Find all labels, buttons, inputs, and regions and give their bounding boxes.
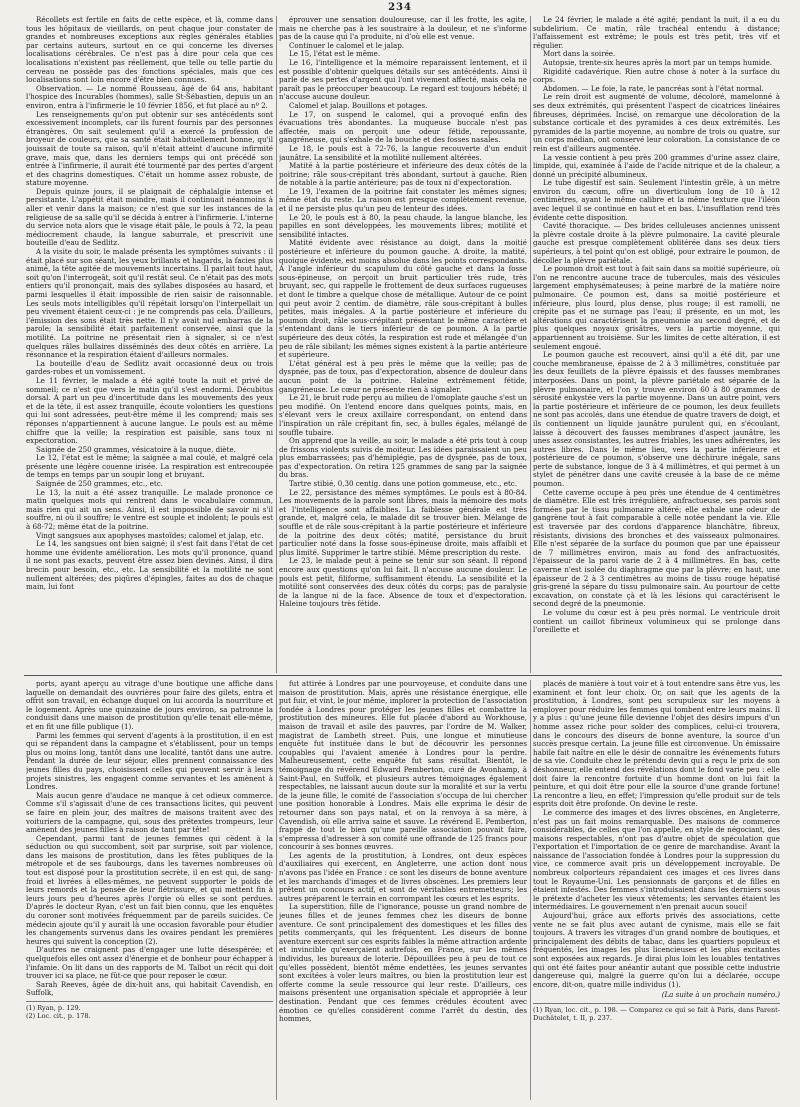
paragraph: Observation. — Le nommé Rousseau, âgé de 64 ans, habitant l'hospice des Incurables (hommes), salle St-Sébastien, depuis un an environ, entra à l'infirmerie le 10 février 1856, et fut placé au nº 2.: [26, 83, 273, 110]
paragraph: Le 17, on suspend le calomel, qui a provoqué enfin des évacuations très abondantes. La muqueuse buccale n'est pas affectée, mais on perçoit une odeur fétide, repoussante, gangréneuse, qui s'exhale de la bouche et des fosses nasales.: [279, 109, 527, 145]
paragraph: Le tube digestif est sain. Seulement l'intestin grêle, à un mètre environ du cæcum, offre un diverticulum long de 10 à 12 centimètres, ayant le même calibre et la même texture que l'iléon avec lequel il se continue en haut et en bas. L'insufflation rend très évidente cette disposition.: [533, 178, 780, 222]
paragraph: Les renseignements qu'on put obtenir sur ses antécédents sont excessivement incomplets, car ils furent fournis par des personnes étrangères. On sait seulement qu'il a exercé la profession de broyeur de couleurs, que sa santé était habituellement bonne, qu'il jouissait de toute sa raison, qu'il n'était atteint d'aucune infirmité grave, mais que, dans les derniers temps qui ont précédé son entrée à l'infirmerie, il aurait été tourmenté par des pertes d'argent et des chagrins domestiques. C'était un homme assez robuste, de stature moyenne.: [26, 109, 273, 188]
paragraph: Cavité thoracique. — Des brides celluleuses anciennes unissent la plèvre costale droite à la plèvre pulmonaire. La cavité pleurale gauche est presque complètement oblitérée dans ses deux tiers supérieurs, à tel point qu'on est obligé, pour extraire le poumon, de décoller la plèvre pariétale.: [533, 221, 780, 265]
column-divider: [530, 16, 531, 673]
paragraph: Depuis quinze jours, il se plaignait de céphalalgie intense et persistante. L'appétit était moindre, mais il continuait néanmoins à aller et venir dans la maison; ce n'est que sur les instances de la religieuse de sa salle qu'il se décida à entrer à l'infirmerie. L'interne du service nota alors que le visage était pâle, le pouls à 72, la peau médiocrement chaude, la langue saburrale, et prescrivit une bouteille d'eau de Sedlitz.: [26, 186, 273, 248]
footnote: (1) Ryan, loc. cit., p. 198. — Comparez ce qui se fait à Paris, dans Parent-Duchâtelet, t. II, p. 237.: [533, 1005, 780, 1022]
section-divider: [24, 675, 782, 676]
paragraph: Le 13, la nuit a été assez tranquille. Le malade prononce ce matin quelques mots qui rentrent dans le vocabulaire commun, mais rien qui ait un sens. Ainsi, il est impossible de savoir ni s'il souffre, ni où il souffre; le ventre est souple et indolent; le pouls est à 68-72; même état de la poitrine.: [26, 487, 273, 532]
paragraph: Le commerce des images et des livres obscènes, en Angleterre, n'est pas un fait moins remarquable. Des maisons de commerce considérables, de celles que l'on appelle, en style de négociant, des maisons respectables, n'ont pas d'autre objet de spéculation que l'exportation et l'importation de ce genre de marchandise. Avant la naissance de l'association fondée à Londres pour la suppression du vice, ce commerce avait pris un développement incroyable. De nombreux colporteurs répandaient ces images et ces livres dans tout le Royaume-Uni. Les pensionnats de garçons et de filles en étaient infestés. Des femmes s'introduisaient dans les derniers sous le prétexte d'acheter les vieux vêtements; les servantes étaient les intermédiaires. Le gouvernement n'en prenait aucun souci!: [533, 807, 780, 912]
continued-notice: (La suite à un prochain numéro.): [661, 990, 780, 1000]
top-column-3: [533, 16, 780, 673]
column-divider: [276, 16, 277, 673]
paragraph: La superstition, fille de l'ignorance, pousse un grand nombre de jeunes filles et de jeunes femmes chez les diseurs de bonne aventure. Ce sont principalement des domestiques et les filles des petits commerçants, qui les fréquentent. Les diseurs de bonne aventure exercent sur ces esprits faibles la même attraction ardente et invincible qu'exerçaient autrefois, en France, sur les mêmes individus, les bureaux de loterie. Dépouillées peu à peu de tout ce qu'elles possèdent, bientôt même endettées, les jeunes servantes sont excitées à voler leurs maîtres, ou bien la prostitution leur est offerte comme la seule ressource qui leur reste. D'ailleurs, ces maisons présentent une organisation spéciale et appropriée à leur destination. Pendant que ces femmes crédules écoutent avec émotion ce qu'elles considèrent comme l'arrêt du destin, des hommes,: [279, 902, 527, 1024]
paragraph: Le poumon gauche est recouvert, ainsi qu'il a été dit, par une couche membraneuse, épaisse de 2 à 3 millimètres, constituée par les deux feuillets de la plèvre épaissis et des fausses membranes interposées. Dans un point, la plèvre pariétale est séparée de la plèvre pulmonaire, et l'on y trouve environ 60 à 80 grammes de sérosité enkystée vers la partie moyenne. Dans un autre point, vers la partie postérieure et inférieure de ce poumon, les deux feuillets ne sont pas accolés, dans une étendue de quatre travers de doigt, et ils contiennent un liquide jaunâtre purulent qui, en s'écoulant, laisse à découvert des fausses membranes d'aspect jaunâtre, les unes assez consistantes, les autres friables, les unes adhérentes, les autres libres. Dans le même lieu, vers la partie inférieure et postérieure de ce poumon, s'observe une déchirure inégale, sans perte de substance, longue de 3 à 4 millimètres, et qui permet à un stylet de pénétrer dans une cavité creusée à la base de ce même poumon.: [533, 350, 780, 489]
paragraph: Vingt sangsues aux apophyses mastoïdes; calomel et jalap, etc.: [36, 530, 264, 540]
bottom-column-3: [533, 680, 780, 1100]
footnote: (1) Ryan, p. 129.: [26, 1003, 81, 1012]
paragraph: Mort dans la soirée.: [543, 49, 616, 59]
paragraph: Saignée de 250 grammes, etc., etc.: [36, 479, 163, 489]
paragraph: Cependant, parmi tant de jeunes femmes qui cèdent à la séduction ou qui succombent, soit par surprise, soit par violence, dans les maisons de prostitution, dans les fêtes publiques de la métropole et de ses faubourgs, dans les tavernes nombreuses où tout est disposé pour la prostitution secrète, il en est qui, de sang-froid et livrées à elles-mêmes, ne peuvent supporter le poids de leurs remords et la pensée de leur flétrissure, et qui mettent fin à leurs jours peu d'heures après l'orgie où elles se sont perdues. D'après le docteur Ryan, c'est un fait bien connu, que les enquêtes du coroner sont motivées fréquemment par de pareils suicides. Ce médecin ajoute qu'il y aurait là une occasion favorable pour étudier les changements survenus dans les ovaires pendant les premières heures qui suivent la conception (2).: [26, 833, 273, 946]
page-number: 234: [388, 2, 412, 13]
paragraph: Récollets est fertile en faits de cette espèce, et là, comme dans tous les hôpitaux de vieillards, on peut chaque jour constater de grandes et nombreuses exceptions aux règles générales établies par certains auteurs, surtout en ce qui concerne les diverses localisations cérébrales. Ce n'est pas à dire pour cela que ces localisations n'existent pas réellement, que telle ou telle partie du cerveau ne possède pas des fonctions spéciales, mais que ces localisations sont loin encore d'être bien connues.: [26, 16, 273, 85]
paragraph: Le 24 février, le malade a été agité; pendant la nuit, il a eu du subdelirium. Ce matin, râle trachéal entendu à distance; l'affaissement est extrême; le pouls est très petit, très vif et régulier.: [533, 16, 780, 50]
paragraph: Le 19, l'examen de la poitrine fait constater les mêmes signes; même état du reste. La raison est presque complètement revenue, et il ne persiste plus qu'un peu de lenteur des idées.: [279, 186, 527, 214]
paragraph: Tartre stibié, 0,30 centig. dans une potion gommeuse, etc., etc.: [289, 479, 518, 489]
paragraph: Calomel et jalap. Bouillons et potages.: [289, 100, 428, 110]
paragraph: Le 11 février, le malade a été agité toute la nuit et privé de sommeil; ce n'est que vers le matin qu'il s'est endormi. Décubitus dorsal. A part un peu d'incertitude dans les mouvements des yeux et de la tête, il est assez tranquille, écoute volontiers les questions qui lui sont adressées, peut-être même il les comprend; mais ses réponses n'appartiennent à aucune langue. Le pouls est au même chiffre que la veille; la respiration est paisible, sans toux ni expectoration.: [26, 375, 273, 446]
paragraph: Le poumon droit est tout à fait sain dans sa moitié supérieure, où l'on ne rencontre aucune trace de tubercules, mais des vésicules largement emphysémateuses; à peine marbré de la matière noire pulmonaire. Ce poumon est, dans sa moitié postérieure et inférieure, plus lourd, plus dense, plus rouge; il est ramolli, ne crépite pas et ne surnage pas l'eau; il présente, en un mot, les altérations qui caractérisent la pneumonie au second degré, et de plus quelques noyaux grisâtres, vers la partie moyenne, qui appartiennent au troisième. Sur les limites de cette altération, il est seulement engoué.: [533, 264, 780, 351]
paragraph: fut attirée à Londres par une pourvoyeuse, et conduite dans une maison de prostitution. Mais, après une résistance énergique, elle put fuir, et vint, le jour même, implorer la protection de l'association fondée à Londres pour protéger les jeunes filles et combattre la prostitution des mineures. Elle fut placée d'abord au Workhouse, maison de travail et asile des pauvres, par l'ordre de M. Walker, magistrat de Lambeth street. Puis, une longue et minutieuse enquête fut instituée dans le but de découvrir les personnes coupables qui l'avaient amenée à Londres pour la perdre. Malheureusement, cette enquête fut sans résultat. Bientôt, le témoignage du révérend Edward Pemberton, curé de Avonhamp, à Saint-Paul, en Suffolk, et plusieurs autres témoignages également respectables, ne laissant aucun doute sur la moralité et sur la vertu de la jeune fille, le comité de l'association s'occupa de lui chercher une position honorable à Londres. Mais elle exprima le désir de retourner dans son pays natal, et on la renvoya à sa mère, à Cavendish, où elle arriva saine et sauve. Le révérend E. Pemberton, frappé de tout le bien qu'une pareille association pouvait faire, s'empressa d'adresser à son comité une offrande de 125 francs pour concourir à ses bonnes œuvres.: [279, 680, 527, 852]
column-divider: [530, 680, 531, 1100]
top-column-1: [26, 16, 273, 673]
paragraph: La bouteille d'eau de Sedlitz avait occasionné deux ou trois gardes-robes et un vomissement.: [26, 358, 273, 377]
bottom-column-2: [279, 680, 527, 1100]
paragraph: placés de manière à tout voir et à tout entendre sans être vus, les examinent et font leur choix. Or, on sait que les agents de la prostitution, à Londres, sont peu scrupuleux sur les moyens à employer pour réduire les femmes qui tombent entre leurs mains. Il y a plus : qu'une jeune fille devienne l'objet des désirs impurs d'un homme assez riche pour solder des complices, celui-ci trouvera, dans le concours des diseurs de bonne aventure, la source d'un succès presque certain. La jeune fille est circonvenue. Un émissaire habile fait naître en elle le désir de connaître les événements futurs de sa vie. Conduite chez le prétendu devin qui a reçu le prix de son déshonneur, elle entend des révélations dont le fond varie peu : elle doit faire la rencontre fortuite d'un homme dont on lui fait la peinture, et qui doit être pour elle la source d'une grande fortune! La rencontre a lieu, en effet; l'impression qu'elle produit sur de tels esprits doit être profonde. On devine le reste.: [533, 680, 780, 809]
paragraph: Le 22, persistance des mêmes symptômes. Le pouls est à 80-84. Les mouvements de la parole sont libres, mais la mémoire des mots et l'intelligence sont affaiblies. La faiblesse générale est très grande, et, malgré cela, le malade dit se trouver bien. Mélange de souffle et de râle sous-crépitant à la partie postérieure et inférieure de la poitrine des deux côtés; matité, persistance du bruit particulier noté dans la fosse sous-épineuse droite, mais affaibli et plus limité. Supprimer le tartre stibié. Même prescription du reste.: [279, 487, 527, 557]
paragraph: ports, ayant aperçu au vitrage d'une boutique une affiche dans laquelle on demandait des ouvrières pour faire des gilets, entra et offrit son travail, en échange duquel on lui accorda la nourriture et le logement. Après une quinzaine de jours environ, sa patronne la conduisit dans une maison de prostitution qu'elle tenait elle-même, et en fit une fille publique (1).: [26, 680, 273, 731]
paragraph: Autopsie, trente-six heures après la mort par un temps humide.: [543, 57, 773, 67]
paragraph: On apprend que la veille, au soir, le malade a été pris tout à coup de frissons violents suivis de moiteur. Les idées paraissaient un peu plus embarrassées; pas d'hémiplégie, pas de dyspnée, pas de toux, pas d'expectoration. On retira 125 grammes de sang par la saignée du bras.: [279, 436, 527, 480]
footnotes: [26, 1001, 273, 1020]
paragraph: Mais aucun genre d'audace ne manque à cet odieux commerce. Comme s'il s'agissait d'une de ces transactions licites, qui peuvent se faire en plein jour, des maîtres de maisons traitent avec des voituriers de la campagne, qui, sous des prétextes trompeurs, leur amènent des jeunes filles à raison de tant par tête!: [26, 790, 273, 835]
paragraph: Continuer le calomel et le jalap.: [289, 40, 405, 50]
paragraph: Matité évidente avec résistance au doigt, dans la moitié postérieure et inférieure du poumon gauche. A droite, la matité, quoique évidente, est moins absolue dans les points correspondants. A l'angle inférieur du scapulum du côté gauche et dans la fosse sous-épineuse, on perçoit un bruit particulier très rude, très bruyant, sec, qui rappelle le frottement de deux surfaces rugueuses et dont le timbre a quelque chose de métallique. Autour de ce point qui peut avoir 2 centim. de diamètre, râle sous-crépitant à bulles petites, mais inégales. A la partie postérieure et inférieure du poumon droit, râle sous-crépitant présentant le même caractère et s'entendant dans le tiers inférieur de ce poumon. A la partie supérieure des deux côtés, la respiration est rude et mélangée d'un peu de râle sibilant; les mêmes signes existent à la partie antérieure et supérieure.: [279, 238, 527, 360]
paragraph: Le 14, les sangsues ont bien saigné; il s'est fait dans l'état de cet homme une évidente amélioration. Les mots qu'il prononce, quand il ne sont pas exacts, peuvent être assez bien devinés. Ainsi, il dira brecin pour besoin, etc., etc. La sensibilité et la motilité ne sont nullement altérées; des piqûres d'épingles, faites au dos de chaque main, lui font: [26, 539, 273, 592]
paragraph: Les agents de la prostitution, à Londres, ont deux espèces d'auxiliaires qui exercent, en Angleterre, une action dont nous n'avons pas l'idée en France : ce sont les diseurs de bonne aventure et les marchands d'images et de livres obscènes. Les premiers leur prêtent un concours actif, et sont de véritables entremetteurs; les autres préparent le terrain en corrompant les cœurs et les esprits.: [279, 850, 527, 903]
paragraph: Sarah Reeves, âgée de dix-huit ans, qui habitait Cavendish, en Suffolk,: [26, 979, 273, 998]
footnote: (2) Loc. cit., p. 178.: [26, 1011, 91, 1020]
paragraph: Saignée de 250 grammes, vésicatoire à la nuque, diète.: [36, 444, 236, 454]
paragraph: La vessie contient à peu près 200 grammes d'urine assez claire, limpide, qui, examinée à l'aide de l'acide nitrique et de la chaleur, a donné un précipité albumineux.: [533, 152, 780, 179]
paragraph: Le rein droit est augmenté de volume, décoloré, mamelonné à ses deux extrémités, qui présentent l'aspect de cicatrices linéaires fibreuses, déprimées. Incisé, on remarque une décoloration de la substance corticale et des pyramides à ces deux extrémités. Les pyramides de la partie moyenne, au nombre de trois ou quatre, sur un corps médian, ont conservé leur coloration. La consistance de ce rein est d'ailleurs augmentée.: [533, 92, 780, 153]
paragraph: Le 18, le pouls est à 72-76, la langue recouverte d'un enduit jaunâtre. La sensibilité et la motilité nullement altérées.: [279, 143, 527, 162]
paragraph: Le 12, l'état est le même; la saignée a mal coulé, et malgré cela présente une légère couenne irisée. La respiration est entrecoupée de temps en temps par un soupir long et bruyant.: [26, 453, 273, 480]
paragraph: Le 21, le bruit rude perçu au milieu de l'omoplate gauche s'est un peu modifié. On l'entend encore dans quelques points, mais, en s'élevant vers le creux axillaire correspondant, on entend dans l'inspiration un râle crépitant fin, sec, à bulles égales, mélangé de souffle tubaire.: [279, 393, 527, 437]
paragraph: Aujourd'hui, grâce aux efforts privés des associations, cette vente ne se fait plus avec autant de cynisme, mais elle se fait toujours. A travers les vitrages d'un grand nombre de boutiques, et principalement des débits de tabac, dans les quartiers populeux et fréquentés, les images les plus licencieuses et les plus excitantes sont exposées aux regards. Je dirai plus loin les louables tentatives qui ont été faites pour anéantir autant que possible cette industrie dangereuse qui, malgré la guerre qu'on lui a déclarée, occupe encore, dit-on, quatre mille individus (1).: [533, 911, 780, 989]
column-divider: [276, 680, 277, 1100]
paragraph: Le 20, le pouls est à 80, la peau chaude, la langue blanche, les papilles en sont développées, les mouvements libres; motilité et sensibilité intactes.: [279, 212, 527, 239]
paragraph: L'état général est à peu près le même que la veille; pas de dyspnée, pas de toux, pas d'expectoration, absence de douleur dans aucun point de la poitrine. Haleine extrêmement fétide, gangréneuse. Le cœur ne présente rien à signaler.: [279, 358, 527, 394]
paragraph: Cette caverne occupe à peu près une étendue de 4 centimètres de diamètre. Elle est très irrégulière, anfractueuse, ses parois sont formées par le tissu pulmonaire altéré; elle exhale une odeur de gangrène tout à fait comparable à celle notée pendant la vie. Elle est traversée par des cordons d'apparence blanchâtre, fibreux, résistants, divisions des bronches et des vaisseaux pulmonaires. Elle n'est séparée de la surface du poumon que par une épaisseur de 7 millimètres environ, mais au fond des anfractuosités, l'épaisseur de la paroi varie de 2 à 4 millimètres. En bas, cette caverne n'est isolée du diaphragme que par la plèvre; en haut, une épaisseur de 2 à 3 centimètres au moins de tissu rouge hépatisé gris-grené la sépare du tissu pulmonaire sain. Au pourtour de cette excavation, on constate çà et là les lésions qui caractérisent le second degré de la pneumonie.: [533, 487, 780, 609]
paragraph: Matité à la partie postérieure et inférieure des deux côtés de la poitrine; râle sous-crépitant très abondant, surtout à gauche. Rien de notable à la partie antérieure; pas de toux ni d'expectoration.: [279, 161, 527, 188]
paragraph: A la visite du soir, le malade présenta les symptômes suivants : il était placé sur son séant, les yeux brillants et hagards, la facies plus animé, la tête agitée de mouvements incertains. Il parlait tout haut, soit qu'on l'interrogeât, soit qu'il restât seul. Ce n'était pas des mots entiers qu'il prononçait, mais des syllabes disposées au hasard, et parmi lesquelles il était impossible de rien saisir de raisonnable. Les seuls mots intelligibles qu'il répétait lorsqu'on l'interpellait un peu vivement étaient ceux-ci : je ne comprends pas cela. D'ailleurs, l'émission des sons était très nette. Il n'y avait nul embarras de la parole; la sensibilité était parfaitement conservée, ainsi que la motilité. La poitrine ne présentait rien à signaler, si ce n'est quelques râles bullaires disséminés des deux côtés en arrière. La résonnance et la respiration étaient d'ailleurs normales.: [26, 247, 273, 360]
paragraph: Le 23, le malade peut à peine se tenir sur son séant. Il répond encore aux questions qu'on lui fait. Il n'accuse aucune douleur. Le pouls est petit, filiforme, suffisamment étendu. La sensibilité et la motilité sont conservées des deux côtés du corps; pas de paralysie de la langue ni de la face. Absence de toux et d'expectoration. Haleine toujours très fétide.: [279, 556, 527, 609]
top-column-2: [279, 16, 527, 673]
paragraph: D'autres ne craignent pas d'engager une lutte désespérée; et quelquefois elles ont assez d'énergie et de bonheur pour échapper à l'infamie. On lit dans un des rapports de M. Talbot un récit qui doit trouver ici sa place, ne fût-ce que pour reposer le cœur.: [26, 945, 273, 981]
newspaper-page: [6, 0, 794, 1107]
paragraph: Rigidité cadavérique. Rien autre chose à noter à la surface du corps.: [533, 66, 780, 85]
paragraph: Le 16, l'intelligence et la mémoire reparaissent lentement, et il est possible d'obtenir quelques détails sur ses antécédents. Ainsi il parle de ses pertes d'argent qui l'ont vivement affecté, mais cela ne paraît pas le préoccuper beaucoup. Le regard est toujours hébété; il n'accuse aucune douleur.: [279, 57, 527, 102]
paragraph: Le volume du cœur est à peu près normal. Le ventricule droit contient un caillot fibrineux volumineux qui se prolonge dans l'oreillette et: [533, 607, 780, 635]
paragraph: éprouver une sensation douloureuse, car il les frotte, les agite, mais ne cherche pas à les soustraire à la douleur, et ne s'informe pas de la cause qui l'a produite, ni d'où elle est venue.: [279, 16, 527, 42]
paragraph: Abdomen. — Le foie, la rate, le pancréas sont à l'état normal.: [543, 83, 764, 93]
paragraph: Parmi les femmes qui servent d'agents à la prostitution, il en est qui se répandent dans la campagne et s'établissent, pour un temps plus ou moins long, tantôt dans une localité, tantôt dans une autre. Pendant la durée de leur séjour, elles prennent connaissance des jeunes filles du pays, choisissent celles qui peuvent servir à leurs projets sinistres, les engagent comme servantes et les amènent à Londres.: [26, 730, 273, 792]
bottom-column-1: [26, 680, 273, 1100]
paragraph: Le 15, l'état est le même.: [289, 49, 381, 59]
footnotes: [533, 1003, 780, 1022]
